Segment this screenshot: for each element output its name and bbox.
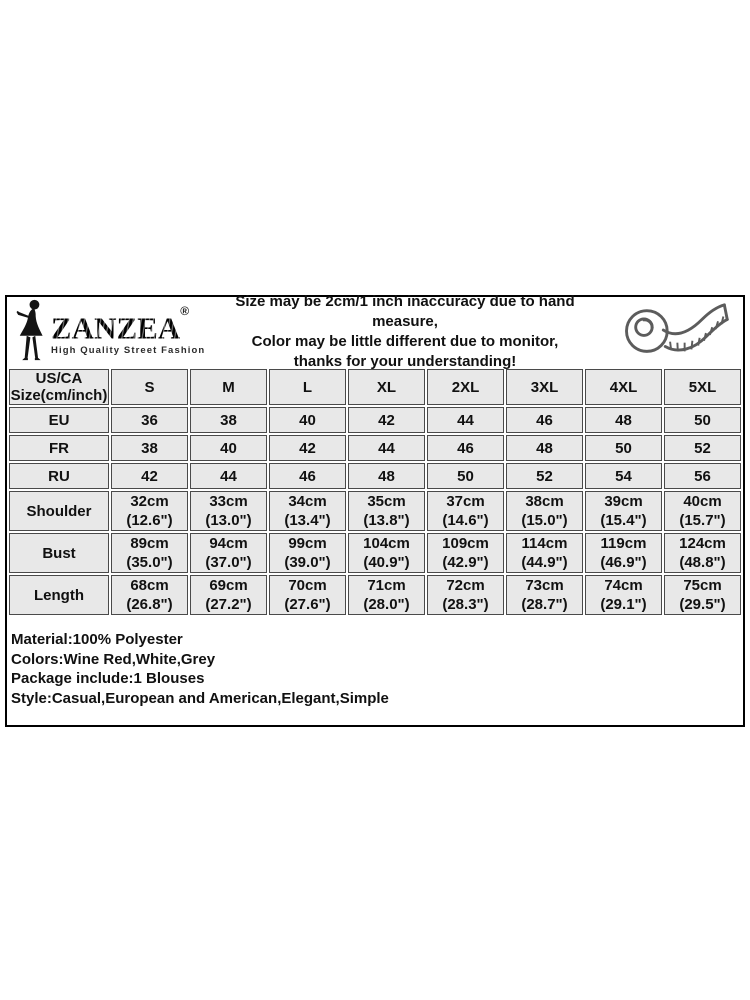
detail-style: Style:Casual,European and American,Elegant,Simple (11, 689, 389, 707)
value-cm: 71cm (367, 577, 406, 594)
table-row-shoulder (9, 491, 741, 531)
ru-value: 54 (585, 463, 662, 489)
ru-value: 46 (269, 463, 346, 489)
value-inch: (35.0") (126, 554, 173, 571)
value-cm: 109cm (442, 535, 489, 552)
row-label-eu: EU (9, 407, 109, 433)
row-label-bust: Bust (9, 533, 109, 573)
note-line-2: Color may be little different due to monitor, (251, 333, 559, 350)
length-value (269, 575, 346, 615)
eu-value: 38 (190, 407, 267, 433)
value-cm: 89cm (130, 535, 169, 552)
measuring-tape-icon (609, 301, 737, 363)
size-header-4xl: 4XL (585, 369, 662, 405)
value-cm: 124cm (679, 535, 726, 552)
length-value (506, 575, 583, 615)
size-header-2xl: 2XL (427, 369, 504, 405)
bust-value (269, 533, 346, 573)
fr-value: 50 (585, 435, 662, 461)
bust-value (506, 533, 583, 573)
fr-value: 42 (269, 435, 346, 461)
size-header-3xl: 3XL (506, 369, 583, 405)
value-inch: (42.9") (442, 554, 489, 571)
brand-name: ZANZEA® (51, 308, 205, 343)
value-cm: 33cm (209, 493, 248, 510)
ru-value: 52 (506, 463, 583, 489)
table-row-header (9, 369, 741, 405)
ru-value: 48 (348, 463, 425, 489)
table-row-eu (9, 407, 741, 433)
length-value (111, 575, 188, 615)
value-cm: 40cm (683, 493, 722, 510)
ru-value: 44 (190, 463, 267, 489)
size-table (7, 367, 743, 617)
detail-material: Material:100% Polyester (11, 631, 183, 648)
value-inch: (39.0") (284, 554, 331, 571)
corner-line-2: Size(cm/inch) (10, 387, 108, 404)
eu-value: 50 (664, 407, 741, 433)
registered-mark: ® (180, 304, 190, 319)
length-value (427, 575, 504, 615)
value-inch: (12.6") (126, 512, 173, 529)
note-line-3: thanks for your understanding! (293, 353, 517, 370)
length-value (348, 575, 425, 615)
row-label-ru: RU (9, 463, 109, 489)
table-row-ru (9, 463, 741, 489)
value-inch: (13.4") (284, 512, 331, 529)
detail-colors: Colors:Wine Red,White,Grey (11, 650, 216, 668)
value-inch: (14.6") (442, 512, 489, 529)
shoulder-value (348, 491, 425, 531)
eu-value: 40 (269, 407, 346, 433)
value-inch: (27.2") (205, 596, 252, 613)
length-value (190, 575, 267, 615)
value-cm: 68cm (130, 577, 169, 594)
shoulder-value (190, 491, 267, 531)
value-cm: 39cm (604, 493, 643, 510)
length-value (585, 575, 662, 615)
size-header-5xl: 5XL (664, 369, 741, 405)
value-cm: 70cm (288, 577, 327, 594)
bust-value (111, 533, 188, 573)
corner-line-1: US/CA (35, 370, 83, 387)
value-inch: (28.7") (521, 596, 568, 613)
value-cm: 69cm (209, 577, 248, 594)
row-label-shoulder: Shoulder (9, 491, 109, 531)
brand-logo (15, 299, 206, 366)
value-inch: (29.5") (679, 596, 726, 613)
value-cm: 34cm (288, 493, 327, 510)
value-inch: (44.9") (521, 554, 568, 571)
bust-value (348, 533, 425, 573)
size-header-xl: XL (348, 369, 425, 405)
fr-value: 52 (664, 435, 741, 461)
fr-value: 38 (111, 435, 188, 461)
size-header-m: M (190, 369, 267, 405)
value-inch: (13.8") (363, 512, 410, 529)
product-details (7, 617, 743, 725)
shoulder-value (111, 491, 188, 531)
value-inch: (28.0") (363, 596, 410, 613)
corner-header-cell (9, 369, 109, 405)
value-cm: 74cm (604, 577, 643, 594)
shoulder-value (506, 491, 583, 531)
woman-silhouette-icon (15, 299, 49, 366)
detail-package: Package include:1 Blouses (11, 670, 205, 687)
table-row-bust (9, 533, 741, 573)
eu-value: 44 (427, 407, 504, 433)
eu-value: 46 (506, 407, 583, 433)
ru-value: 56 (664, 463, 741, 489)
fr-value: 46 (427, 435, 504, 461)
value-cm: 37cm (446, 493, 485, 510)
brand-band (7, 293, 743, 370)
bust-value (427, 533, 504, 573)
value-inch: (28.3") (442, 596, 489, 613)
bust-value (190, 533, 267, 573)
bust-value (664, 533, 741, 573)
value-cm: 72cm (446, 577, 485, 594)
value-inch: (29.1") (600, 596, 647, 613)
table-row-length (9, 575, 741, 615)
shoulder-value (269, 491, 346, 531)
shoulder-value (427, 491, 504, 531)
value-inch: (37.0") (205, 554, 252, 571)
value-cm: 73cm (525, 577, 564, 594)
value-inch: (26.8") (126, 596, 173, 613)
size-header-s: S (111, 369, 188, 405)
bust-value (585, 533, 662, 573)
value-inch: (15.0") (521, 512, 568, 529)
note-line-1: Size may be 2cm/1 inch inaccuracy due to hand measure, (235, 293, 575, 330)
value-cm: 104cm (363, 535, 410, 552)
value-cm: 75cm (683, 577, 722, 594)
value-inch: (46.9") (600, 554, 647, 571)
value-cm: 38cm (525, 493, 564, 510)
table-row-fr (9, 435, 741, 461)
value-cm: 99cm (288, 535, 327, 552)
ru-value: 50 (427, 463, 504, 489)
eu-value: 42 (348, 407, 425, 433)
row-label-fr: FR (9, 435, 109, 461)
size-chart-box (5, 295, 745, 727)
fr-value: 44 (348, 435, 425, 461)
measurement-note (201, 292, 609, 372)
row-label-length: Length (9, 575, 109, 615)
eu-value: 36 (111, 407, 188, 433)
ru-value: 42 (111, 463, 188, 489)
brand-text-block (51, 304, 206, 356)
shoulder-value (585, 491, 662, 531)
value-cm: 94cm (209, 535, 248, 552)
fr-value: 48 (506, 435, 583, 461)
value-inch: (15.4") (600, 512, 647, 529)
length-value (664, 575, 741, 615)
size-header-l: L (269, 369, 346, 405)
value-inch: (15.7") (679, 512, 726, 529)
value-cm: 119cm (600, 535, 647, 552)
brand-tagline: High Quality Street Fashion (51, 344, 206, 356)
value-cm: 35cm (367, 493, 406, 510)
value-inch: (27.6") (284, 596, 331, 613)
value-inch: (13.0") (205, 512, 252, 529)
value-cm: 32cm (130, 493, 169, 510)
value-inch: (48.8") (679, 554, 726, 571)
value-inch: (40.9") (363, 554, 410, 571)
value-cm: 114cm (521, 535, 568, 552)
fr-value: 40 (190, 435, 267, 461)
shoulder-value (664, 491, 741, 531)
eu-value: 48 (585, 407, 662, 433)
